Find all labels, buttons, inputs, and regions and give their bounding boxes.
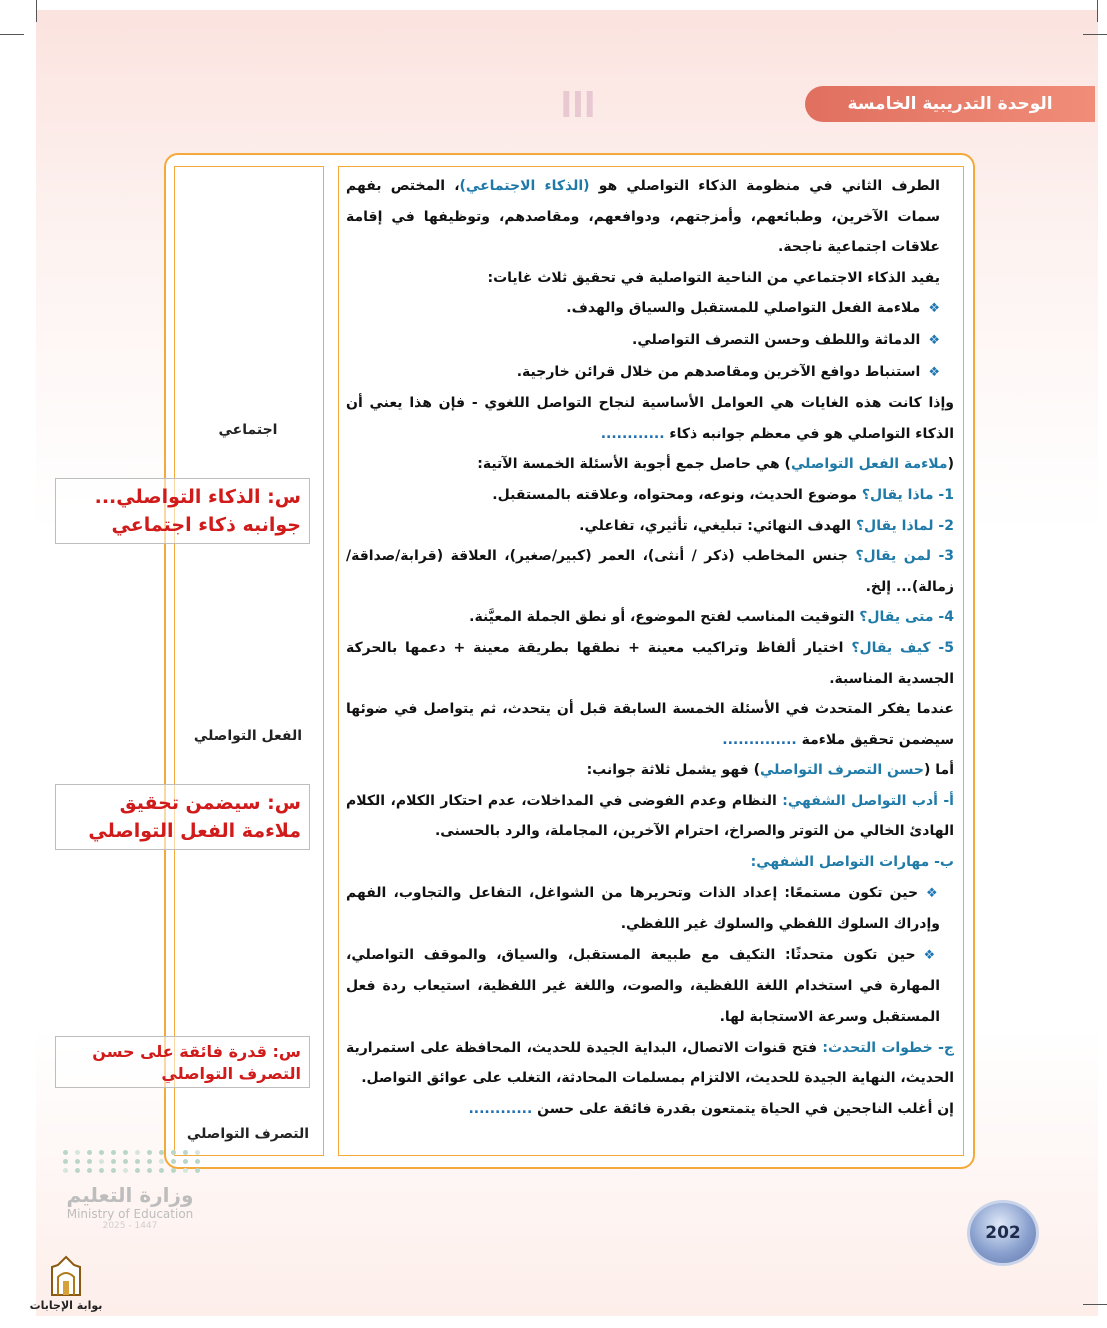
paragraph [346, 388, 954, 449]
logo-dot [159, 1159, 164, 1164]
paragraph [346, 878, 954, 940]
logo-dot [75, 1150, 80, 1155]
text-run: 1- ماذا يقال؟ [861, 486, 954, 503]
logo-dot [183, 1168, 188, 1173]
logo-dot [111, 1159, 116, 1164]
logo-dot [147, 1168, 152, 1173]
logo-dot [99, 1159, 104, 1164]
logo-dot [87, 1150, 92, 1155]
unit-title-banner: الوحدة التدريبية الخامسة [805, 86, 1095, 122]
text-run: 5- كيف يقال؟ [851, 639, 954, 656]
question-note-3: س: قدرة فائقة على حسن التصرف التواصلي [55, 1036, 310, 1088]
logo-dot [111, 1168, 116, 1173]
paragraph [346, 633, 954, 694]
logo-dot [183, 1159, 188, 1164]
paragraph [346, 511, 954, 542]
crop-mark [1083, 34, 1107, 35]
paragraph [346, 449, 954, 480]
ministry-name-en: Ministry of Education [66, 1207, 194, 1221]
text-run: حسن التصرف التواصلي [760, 762, 924, 779]
logo-dot [171, 1150, 176, 1155]
text-run: ، المختص بفهم سمات الآخرين، وطبائعهم، وأمزجتهم، ودوافعهم، ومقاصدهم، وتوظيفها في إقامة علاقات اجتماعية ناجحة. [346, 178, 940, 256]
crop-mark [1083, 1304, 1107, 1305]
text-run: أ- أدب التواصل الشفهي: [782, 792, 954, 809]
ministry-name-ar: وزارة التعليم [66, 1183, 194, 1207]
text-run: ............ [600, 425, 665, 442]
logo-dot [195, 1150, 200, 1155]
paragraph [346, 541, 954, 602]
portal-name: بوابة الإجابات [29, 1299, 103, 1312]
logo-dot [135, 1168, 140, 1173]
text-run: يفيد الذكاء الاجتماعي من الناحية التواصلية في تحقيق ثلاث غايات: [487, 269, 940, 286]
logo-dot [171, 1159, 176, 1164]
paragraph [346, 847, 954, 878]
diamond-bullet-icon: ❖ [928, 332, 940, 348]
logo-dot [195, 1168, 200, 1173]
text-run: ملاءمة الفعل التواصلي [790, 456, 948, 473]
paragraph [346, 293, 954, 325]
text-run: ج- خطوات التحدث: [822, 1039, 954, 1056]
text-run: الدماثة واللطف وحسن التصرف التواصلي. [632, 331, 921, 348]
logo-dot [87, 1159, 92, 1164]
logo-dot [87, 1168, 92, 1173]
text-run: (الذكاء الاجتماعي) [459, 178, 590, 194]
text-run: 4- متى يقال؟ [859, 609, 954, 626]
question-note-2: س: سيضمن تحقيق ملاءمة الفعل التواصلي [55, 784, 310, 850]
paragraph [346, 755, 954, 786]
paragraph [346, 357, 954, 389]
paragraph [346, 940, 954, 1033]
logo-dot [75, 1159, 80, 1164]
logo-dot [147, 1159, 152, 1164]
paragraph [346, 325, 954, 357]
logo-dot [195, 1159, 200, 1164]
paragraph [346, 1033, 954, 1094]
logo-dot [123, 1159, 128, 1164]
text-run: فتح قنوات الاتصال، البداية الجيدة للحديث، المحافظة على استمرارية الحديث، النهاية الجيدة للحديث، الالتزام بمسلمات المحادثة، التغلب على عوائق التواصل. [346, 1039, 954, 1087]
logo-dot [63, 1150, 68, 1155]
main-text [346, 171, 954, 1124]
text-run: ) هي حاصل جمع أجوبة الأسئلة الخمسة الآتية: [477, 456, 791, 473]
logo-dot [135, 1150, 140, 1155]
text-run: ملاءمة الفعل التواصلي للمستقبل والسياق والهدف. [566, 300, 921, 317]
paragraph [346, 694, 954, 755]
ministry-year: 2025 - 1447 [102, 1221, 158, 1231]
text-run: ) فهو يشمل ثلاثة جوانب: [586, 762, 761, 779]
text-run: 2- لماذا يقال؟ [855, 517, 954, 534]
logo-dot [171, 1168, 176, 1173]
logo-dot [135, 1159, 140, 1164]
logo-dot [159, 1168, 164, 1173]
logo-dot [63, 1159, 68, 1164]
side-column [174, 166, 324, 1156]
diamond-bullet-icon: ❖ [928, 364, 940, 380]
crop-mark [0, 34, 24, 35]
text-run: جنس المخاطب (ذكر / أنثى)، العمر (كبير/صغير)، العلاقة (قرابة/صداقة/زمالة)... إلخ. [346, 548, 954, 595]
text-run: النظام وعدم الفوضى في المداخلات، عدم احتكار الكلام، الكلام الهادئ الخالي من التوتر والصراخ، احترام الآخرين، المجاملة، والرد بالحسنى. [346, 792, 954, 840]
answers-portal-logo [24, 1255, 108, 1320]
paragraph [346, 171, 954, 263]
paragraph [346, 602, 954, 633]
text-run: عندما يفكر المتحدث في الأسئلة الخمسة السابقة قبل أن يتحدث، ثم يتواصل في ضوئها سيضمن تحقيق ملاءمة [346, 701, 954, 748]
paragraph [346, 263, 954, 294]
text-run: الهدف النهائي: تبليغي، تأثيري، تفاعلي. [579, 517, 856, 534]
question-note-1: س: الذكاء التواصلي... جوانبه ذكاء اجتماعي [55, 478, 310, 544]
logo-dot [159, 1150, 164, 1155]
logo-dot [63, 1168, 68, 1173]
side-label-action: الفعل التواصلي [193, 728, 303, 744]
diamond-bullet-icon: ❖ [923, 947, 940, 963]
logo-dot [99, 1150, 104, 1155]
paragraph [346, 786, 954, 847]
crop-mark [1097, 0, 1098, 22]
paragraph [346, 1094, 954, 1125]
text-run: ............ [468, 1100, 533, 1117]
text-run: الطرف الثاني في منظومة الذكاء التواصلي هو [589, 178, 940, 194]
text-run: وإذا كانت هذه الغايات هي العوامل الأساسية لنجاح التواصل اللغوي - فإن هذا يعني أن الذكاء التواصلي هو في معظم جوانبه ذكاء [346, 395, 954, 442]
logo-dot [111, 1150, 116, 1155]
text-run: حين تكون مستمعًا: إعداد الذات وتحريرها من الشواغل، التفاعل والتجاوب، الفهم وإدراك السلوك اللفظي والسلوك غير اللفظي. [346, 884, 940, 933]
text-run: أما ( [924, 762, 954, 779]
text-run: .............. [722, 731, 797, 748]
crop-mark [36, 0, 37, 22]
text-run: استنباط دوافع الآخرين ومقاصدهم من خلال قرائن خارجية. [516, 363, 921, 380]
logo-dot [183, 1150, 188, 1155]
text-run: 3- لمن يقال؟ [855, 548, 954, 565]
logo-dot [75, 1168, 80, 1173]
ministry-logo-icon [60, 1150, 200, 1173]
page-number: 202 [967, 1200, 1039, 1266]
text-run: حين تكون متحدثًا: التكيف مع طبيعة المستقبل، والسياق، والموقف التواصلي، المهارة في استخدام اللغة اللفظية، والصوت، واللغة غير اللفظية، استيعاب ردة فعل المستقبل وسرعة الاستجابة لها. [346, 946, 940, 1026]
text-run: ب- مهارات التواصل الشفهي: [750, 854, 954, 871]
logo-dot [123, 1150, 128, 1155]
ministry-logo [60, 1150, 200, 1270]
text-run: اختيار ألفاظ وتراكيب معينة + نطقها بطريقة معينة + دعمها بالحركة الجسدية المناسبة. [346, 639, 954, 687]
logo-dot [147, 1150, 152, 1155]
side-label-social: اجتماعي [218, 422, 278, 438]
text-run: ( [947, 456, 954, 473]
paragraph [346, 480, 954, 511]
decorative-mark: ااا [560, 86, 596, 126]
side-label-behavior: التصرف التواصلي [186, 1126, 310, 1142]
diamond-bullet-icon: ❖ [928, 301, 940, 317]
logo-dot [99, 1168, 104, 1173]
text-run: موضوع الحديث، ونوعه، ومحتواه، وعلاقته بالمستقبل. [492, 486, 862, 503]
text-run: إن أغلب الناجحين في الحياة يتمتعون بقدرة فائقة على حسن [532, 1100, 954, 1117]
diamond-bullet-icon: ❖ [926, 885, 940, 901]
portal-lantern-icon [46, 1255, 86, 1297]
logo-dot [123, 1168, 128, 1173]
text-run: التوقيت المناسب لفتح الموضوع، أو نطق الجملة المعيَّنة. [469, 609, 860, 626]
